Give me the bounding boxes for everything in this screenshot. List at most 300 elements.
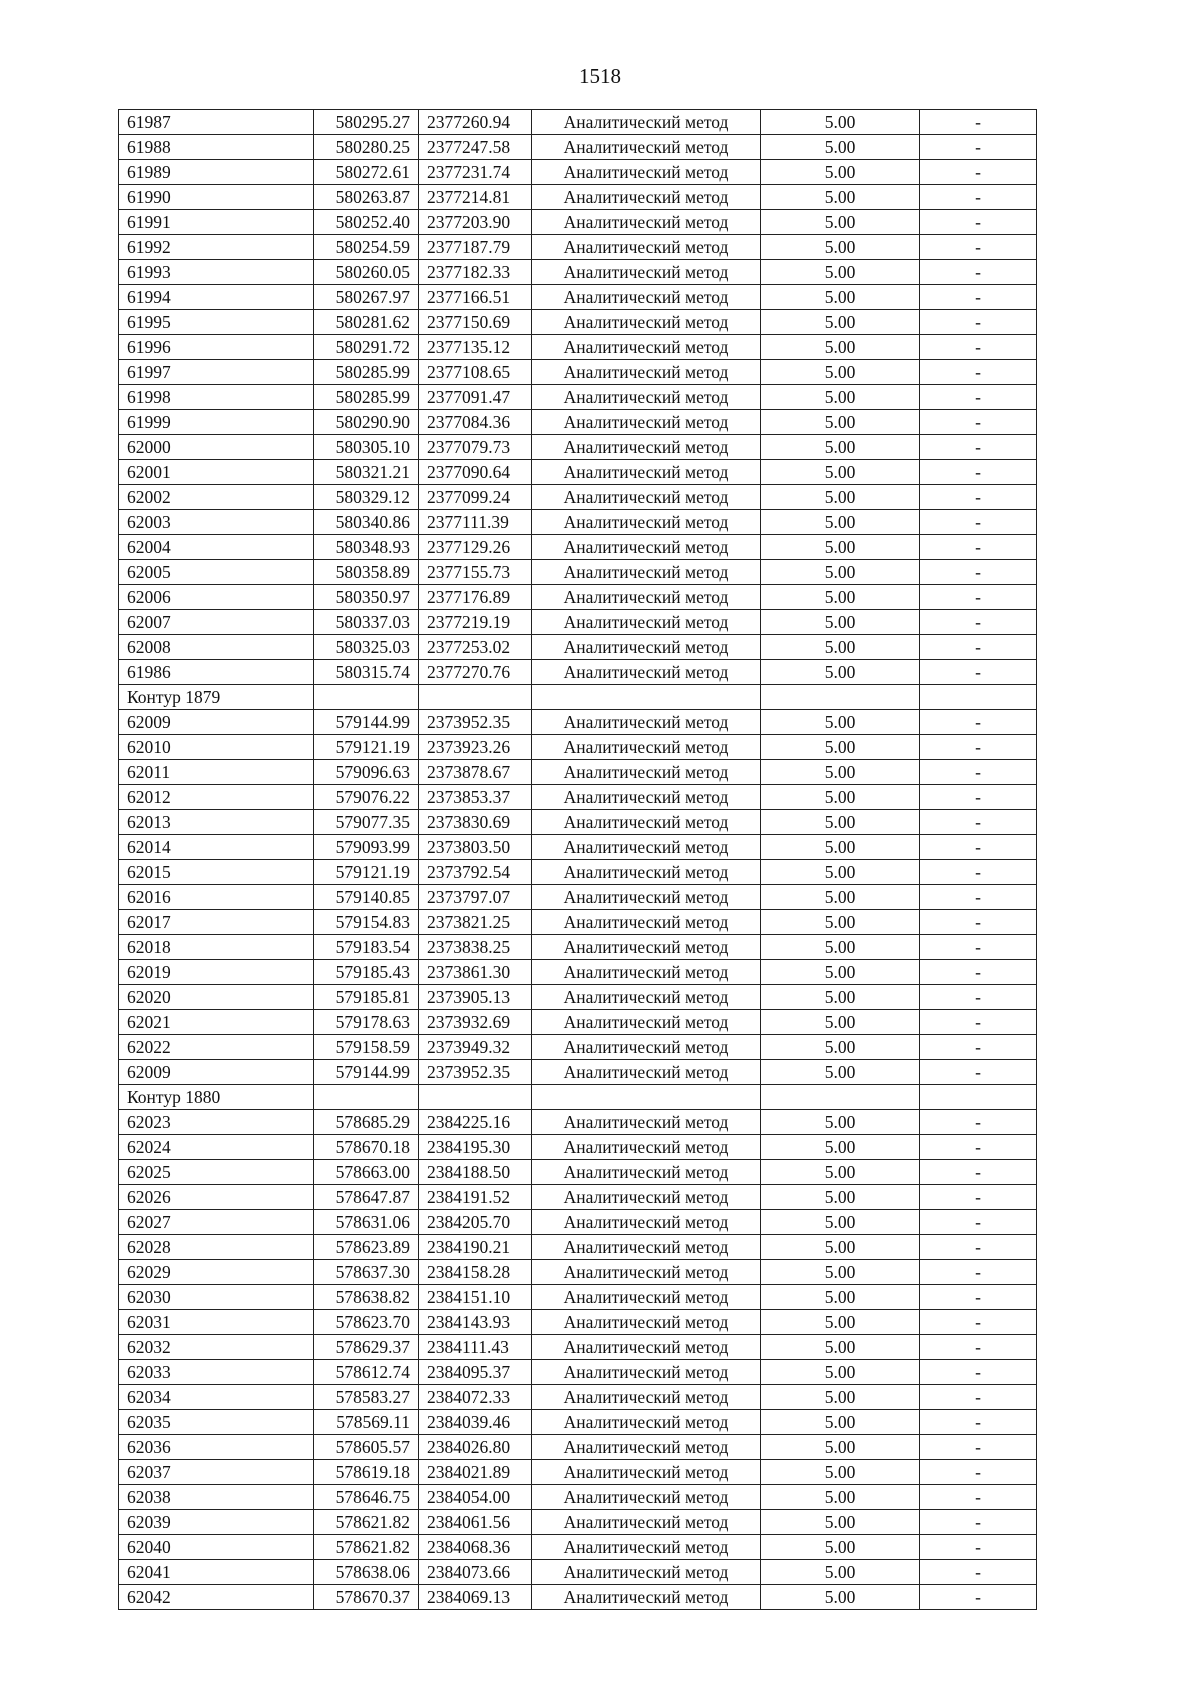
point-id-cell: 62031 xyxy=(119,1310,314,1335)
note-cell: - xyxy=(920,1210,1037,1235)
note-cell: - xyxy=(920,610,1037,635)
note-cell: - xyxy=(920,1035,1037,1060)
accuracy-cell: 5.00 xyxy=(761,1460,920,1485)
y-coordinate-cell: 2377166.51 xyxy=(419,285,532,310)
table-row xyxy=(119,110,1037,135)
y-coordinate-cell: 2377231.74 xyxy=(419,160,532,185)
method-cell: Аналитический метод xyxy=(532,160,761,185)
empty-cell xyxy=(419,685,532,710)
method-cell: Аналитический метод xyxy=(532,485,761,510)
note-cell: - xyxy=(920,1060,1037,1085)
x-coordinate-cell: 580358.89 xyxy=(314,560,419,585)
method-cell: Аналитический метод xyxy=(532,1135,761,1160)
table-row xyxy=(119,835,1037,860)
y-coordinate-cell: 2377214.81 xyxy=(419,185,532,210)
method-cell: Аналитический метод xyxy=(532,560,761,585)
note-cell: - xyxy=(920,385,1037,410)
note-cell: - xyxy=(920,1385,1037,1410)
y-coordinate-cell: 2384069.13 xyxy=(419,1585,532,1610)
method-cell: Аналитический метод xyxy=(532,510,761,535)
accuracy-cell: 5.00 xyxy=(761,385,920,410)
x-coordinate-cell: 579144.99 xyxy=(314,710,419,735)
point-id-cell: 62007 xyxy=(119,610,314,635)
accuracy-cell: 5.00 xyxy=(761,285,920,310)
empty-cell xyxy=(761,1085,920,1110)
x-coordinate-cell: 578631.06 xyxy=(314,1210,419,1235)
accuracy-cell: 5.00 xyxy=(761,910,920,935)
note-cell: - xyxy=(920,960,1037,985)
y-coordinate-cell: 2377253.02 xyxy=(419,635,532,660)
table-row xyxy=(119,1385,1037,1410)
y-coordinate-cell: 2373853.37 xyxy=(419,785,532,810)
method-cell: Аналитический метод xyxy=(532,335,761,360)
empty-cell xyxy=(314,1085,419,1110)
method-cell: Аналитический метод xyxy=(532,885,761,910)
table-row xyxy=(119,1110,1037,1135)
point-id-cell: 62009 xyxy=(119,1060,314,1085)
table-row xyxy=(119,235,1037,260)
table-row xyxy=(119,135,1037,160)
y-coordinate-cell: 2373923.26 xyxy=(419,735,532,760)
x-coordinate-cell: 579183.54 xyxy=(314,935,419,960)
method-cell: Аналитический метод xyxy=(532,1110,761,1135)
note-cell: - xyxy=(920,1285,1037,1310)
method-cell: Аналитический метод xyxy=(532,1310,761,1335)
method-cell: Аналитический метод xyxy=(532,185,761,210)
x-coordinate-cell: 580272.61 xyxy=(314,160,419,185)
accuracy-cell: 5.00 xyxy=(761,960,920,985)
x-coordinate-cell: 580285.99 xyxy=(314,385,419,410)
note-cell: - xyxy=(920,1260,1037,1285)
accuracy-cell: 5.00 xyxy=(761,235,920,260)
accuracy-cell: 5.00 xyxy=(761,1060,920,1085)
table-row xyxy=(119,1510,1037,1535)
note-cell: - xyxy=(920,660,1037,685)
x-coordinate-cell: 579154.83 xyxy=(314,910,419,935)
method-cell: Аналитический метод xyxy=(532,235,761,260)
note-cell: - xyxy=(920,1185,1037,1210)
method-cell: Аналитический метод xyxy=(532,1285,761,1310)
point-id-cell: 62003 xyxy=(119,510,314,535)
table-row xyxy=(119,460,1037,485)
point-id-cell: 62013 xyxy=(119,810,314,835)
point-id-cell: 61999 xyxy=(119,410,314,435)
table-row xyxy=(119,1185,1037,1210)
table-row xyxy=(119,510,1037,535)
accuracy-cell: 5.00 xyxy=(761,660,920,685)
method-cell: Аналитический метод xyxy=(532,1235,761,1260)
note-cell: - xyxy=(920,535,1037,560)
point-id-cell: 61998 xyxy=(119,385,314,410)
x-coordinate-cell: 578621.82 xyxy=(314,1535,419,1560)
x-coordinate-cell: 578623.89 xyxy=(314,1235,419,1260)
method-cell: Аналитический метод xyxy=(532,585,761,610)
point-id-cell: 62015 xyxy=(119,860,314,885)
x-coordinate-cell: 578670.37 xyxy=(314,1585,419,1610)
y-coordinate-cell: 2384143.93 xyxy=(419,1310,532,1335)
method-cell: Аналитический метод xyxy=(532,835,761,860)
accuracy-cell: 5.00 xyxy=(761,1310,920,1335)
point-id-cell: 62011 xyxy=(119,760,314,785)
point-id-cell: 62012 xyxy=(119,785,314,810)
note-cell: - xyxy=(920,1560,1037,1585)
point-id-cell: 62042 xyxy=(119,1585,314,1610)
point-id-cell: 61994 xyxy=(119,285,314,310)
point-id-cell: 62030 xyxy=(119,1285,314,1310)
y-coordinate-cell: 2373905.13 xyxy=(419,985,532,1010)
y-coordinate-cell: 2373932.69 xyxy=(419,1010,532,1035)
note-cell: - xyxy=(920,860,1037,885)
x-coordinate-cell: 580337.03 xyxy=(314,610,419,635)
empty-cell xyxy=(419,1085,532,1110)
y-coordinate-cell: 2384188.50 xyxy=(419,1160,532,1185)
note-cell: - xyxy=(920,885,1037,910)
method-cell: Аналитический метод xyxy=(532,1460,761,1485)
x-coordinate-cell: 580348.93 xyxy=(314,535,419,560)
point-id-cell: 62001 xyxy=(119,460,314,485)
method-cell: Аналитический метод xyxy=(532,360,761,385)
method-cell: Аналитический метод xyxy=(532,1035,761,1060)
table-row xyxy=(119,610,1037,635)
table-row xyxy=(119,1460,1037,1485)
x-coordinate-cell: 580329.12 xyxy=(314,485,419,510)
note-cell: - xyxy=(920,460,1037,485)
accuracy-cell: 5.00 xyxy=(761,360,920,385)
point-id-cell: 62027 xyxy=(119,1210,314,1235)
table-row xyxy=(119,710,1037,735)
note-cell: - xyxy=(920,1160,1037,1185)
contour-header-row xyxy=(119,685,1037,710)
method-cell: Аналитический метод xyxy=(532,1385,761,1410)
method-cell: Аналитический метод xyxy=(532,410,761,435)
x-coordinate-cell: 578638.06 xyxy=(314,1560,419,1585)
x-coordinate-cell: 579121.19 xyxy=(314,860,419,885)
x-coordinate-cell: 578623.70 xyxy=(314,1310,419,1335)
accuracy-cell: 5.00 xyxy=(761,1485,920,1510)
table-row xyxy=(119,1435,1037,1460)
point-id-cell: 61990 xyxy=(119,185,314,210)
x-coordinate-cell: 578629.37 xyxy=(314,1335,419,1360)
y-coordinate-cell: 2377270.76 xyxy=(419,660,532,685)
table-row xyxy=(119,1035,1037,1060)
table-row xyxy=(119,1135,1037,1160)
y-coordinate-cell: 2384151.10 xyxy=(419,1285,532,1310)
point-id-cell: 62032 xyxy=(119,1335,314,1360)
y-coordinate-cell: 2377260.94 xyxy=(419,110,532,135)
method-cell: Аналитический метод xyxy=(532,1510,761,1535)
accuracy-cell: 5.00 xyxy=(761,485,920,510)
note-cell: - xyxy=(920,310,1037,335)
x-coordinate-cell: 580280.25 xyxy=(314,135,419,160)
table-row xyxy=(119,360,1037,385)
table-row xyxy=(119,960,1037,985)
accuracy-cell: 5.00 xyxy=(761,260,920,285)
x-coordinate-cell: 578621.82 xyxy=(314,1510,419,1535)
point-id-cell: 62008 xyxy=(119,635,314,660)
x-coordinate-cell: 580291.72 xyxy=(314,335,419,360)
note-cell: - xyxy=(920,1410,1037,1435)
accuracy-cell: 5.00 xyxy=(761,335,920,360)
empty-cell xyxy=(920,685,1037,710)
point-id-cell: 62018 xyxy=(119,935,314,960)
accuracy-cell: 5.00 xyxy=(761,310,920,335)
table-row xyxy=(119,1260,1037,1285)
note-cell: - xyxy=(920,235,1037,260)
coordinates-table-body xyxy=(119,110,1037,1610)
point-id-cell: 62020 xyxy=(119,985,314,1010)
x-coordinate-cell: 579178.63 xyxy=(314,1010,419,1035)
x-coordinate-cell: 579076.22 xyxy=(314,785,419,810)
table-row xyxy=(119,385,1037,410)
accuracy-cell: 5.00 xyxy=(761,935,920,960)
table-row xyxy=(119,310,1037,335)
x-coordinate-cell: 580290.90 xyxy=(314,410,419,435)
y-coordinate-cell: 2384026.80 xyxy=(419,1435,532,1460)
method-cell: Аналитический метод xyxy=(532,210,761,235)
y-coordinate-cell: 2377135.12 xyxy=(419,335,532,360)
table-row xyxy=(119,410,1037,435)
method-cell: Аналитический метод xyxy=(532,635,761,660)
note-cell: - xyxy=(920,1110,1037,1135)
point-id-cell: 62038 xyxy=(119,1485,314,1510)
note-cell: - xyxy=(920,185,1037,210)
accuracy-cell: 5.00 xyxy=(761,1435,920,1460)
point-id-cell: 62036 xyxy=(119,1435,314,1460)
note-cell: - xyxy=(920,560,1037,585)
note-cell: - xyxy=(920,1135,1037,1160)
table-row xyxy=(119,1560,1037,1585)
method-cell: Аналитический метод xyxy=(532,760,761,785)
accuracy-cell: 5.00 xyxy=(761,710,920,735)
x-coordinate-cell: 580254.59 xyxy=(314,235,419,260)
accuracy-cell: 5.00 xyxy=(761,835,920,860)
accuracy-cell: 5.00 xyxy=(761,985,920,1010)
x-coordinate-cell: 578619.18 xyxy=(314,1460,419,1485)
method-cell: Аналитический метод xyxy=(532,810,761,835)
note-cell: - xyxy=(920,485,1037,510)
note-cell: - xyxy=(920,435,1037,460)
x-coordinate-cell: 578685.29 xyxy=(314,1110,419,1135)
y-coordinate-cell: 2377155.73 xyxy=(419,560,532,585)
y-coordinate-cell: 2384068.36 xyxy=(419,1535,532,1560)
accuracy-cell: 5.00 xyxy=(761,610,920,635)
y-coordinate-cell: 2373952.35 xyxy=(419,1060,532,1085)
x-coordinate-cell: 580252.40 xyxy=(314,210,419,235)
y-coordinate-cell: 2377247.58 xyxy=(419,135,532,160)
point-id-cell: 62023 xyxy=(119,1110,314,1135)
accuracy-cell: 5.00 xyxy=(761,1260,920,1285)
table-row xyxy=(119,1335,1037,1360)
accuracy-cell: 5.00 xyxy=(761,760,920,785)
y-coordinate-cell: 2377219.19 xyxy=(419,610,532,635)
point-id-cell: 62004 xyxy=(119,535,314,560)
accuracy-cell: 5.00 xyxy=(761,785,920,810)
point-id-cell: 62024 xyxy=(119,1135,314,1160)
method-cell: Аналитический метод xyxy=(532,710,761,735)
y-coordinate-cell: 2373878.67 xyxy=(419,760,532,785)
note-cell: - xyxy=(920,635,1037,660)
note-cell: - xyxy=(920,760,1037,785)
x-coordinate-cell: 578637.30 xyxy=(314,1260,419,1285)
point-id-cell: 62033 xyxy=(119,1360,314,1385)
point-id-cell: 62035 xyxy=(119,1410,314,1435)
note-cell: - xyxy=(920,410,1037,435)
accuracy-cell: 5.00 xyxy=(761,810,920,835)
accuracy-cell: 5.00 xyxy=(761,585,920,610)
method-cell: Аналитический метод xyxy=(532,935,761,960)
contour-header-row xyxy=(119,1085,1037,1110)
table-row xyxy=(119,1285,1037,1310)
point-id-cell: 62022 xyxy=(119,1035,314,1060)
note-cell: - xyxy=(920,1535,1037,1560)
x-coordinate-cell: 580340.86 xyxy=(314,510,419,535)
y-coordinate-cell: 2384190.21 xyxy=(419,1235,532,1260)
accuracy-cell: 5.00 xyxy=(761,1385,920,1410)
point-id-cell: 61991 xyxy=(119,210,314,235)
point-id-cell: 61993 xyxy=(119,260,314,285)
note-cell: - xyxy=(920,160,1037,185)
y-coordinate-cell: 2377182.33 xyxy=(419,260,532,285)
note-cell: - xyxy=(920,985,1037,1010)
point-id-cell: 61995 xyxy=(119,310,314,335)
accuracy-cell: 5.00 xyxy=(761,110,920,135)
x-coordinate-cell: 580263.87 xyxy=(314,185,419,210)
table-row xyxy=(119,1485,1037,1510)
method-cell: Аналитический метод xyxy=(532,910,761,935)
y-coordinate-cell: 2384061.56 xyxy=(419,1510,532,1535)
accuracy-cell: 5.00 xyxy=(761,135,920,160)
point-id-cell: 62010 xyxy=(119,735,314,760)
accuracy-cell: 5.00 xyxy=(761,510,920,535)
accuracy-cell: 5.00 xyxy=(761,460,920,485)
table-row xyxy=(119,1160,1037,1185)
accuracy-cell: 5.00 xyxy=(761,860,920,885)
accuracy-cell: 5.00 xyxy=(761,1035,920,1060)
empty-cell xyxy=(532,685,761,710)
method-cell: Аналитический метод xyxy=(532,785,761,810)
table-row xyxy=(119,1410,1037,1435)
x-coordinate-cell: 580267.97 xyxy=(314,285,419,310)
note-cell: - xyxy=(920,935,1037,960)
accuracy-cell: 5.00 xyxy=(761,1010,920,1035)
method-cell: Аналитический метод xyxy=(532,1160,761,1185)
accuracy-cell: 5.00 xyxy=(761,735,920,760)
point-id-cell: 61996 xyxy=(119,335,314,360)
table-row xyxy=(119,1235,1037,1260)
accuracy-cell: 5.00 xyxy=(761,1135,920,1160)
point-id-cell: 62037 xyxy=(119,1460,314,1485)
point-id-cell: 62026 xyxy=(119,1185,314,1210)
table-row xyxy=(119,535,1037,560)
method-cell: Аналитический метод xyxy=(532,1210,761,1235)
x-coordinate-cell: 580260.05 xyxy=(314,260,419,285)
y-coordinate-cell: 2384073.66 xyxy=(419,1560,532,1585)
accuracy-cell: 5.00 xyxy=(761,160,920,185)
method-cell: Аналитический метод xyxy=(532,1585,761,1610)
table-row xyxy=(119,560,1037,585)
point-id-cell: 62028 xyxy=(119,1235,314,1260)
method-cell: Аналитический метод xyxy=(532,310,761,335)
point-id-cell: 61989 xyxy=(119,160,314,185)
accuracy-cell: 5.00 xyxy=(761,185,920,210)
x-coordinate-cell: 578583.27 xyxy=(314,1385,419,1410)
accuracy-cell: 5.00 xyxy=(761,535,920,560)
accuracy-cell: 5.00 xyxy=(761,1510,920,1535)
method-cell: Аналитический метод xyxy=(532,1010,761,1035)
x-coordinate-cell: 579077.35 xyxy=(314,810,419,835)
method-cell: Аналитический метод xyxy=(532,1185,761,1210)
note-cell: - xyxy=(920,1585,1037,1610)
empty-cell xyxy=(920,1085,1037,1110)
x-coordinate-cell: 578605.57 xyxy=(314,1435,419,1460)
point-id-cell: 62002 xyxy=(119,485,314,510)
contour-label: Контур 1879 xyxy=(119,685,314,710)
method-cell: Аналитический метод xyxy=(532,1560,761,1585)
y-coordinate-cell: 2384039.46 xyxy=(419,1410,532,1435)
y-coordinate-cell: 2377150.69 xyxy=(419,310,532,335)
table-row xyxy=(119,585,1037,610)
note-cell: - xyxy=(920,1335,1037,1360)
accuracy-cell: 5.00 xyxy=(761,1160,920,1185)
note-cell: - xyxy=(920,1510,1037,1535)
note-cell: - xyxy=(920,1010,1037,1035)
x-coordinate-cell: 579096.63 xyxy=(314,760,419,785)
table-row xyxy=(119,260,1037,285)
y-coordinate-cell: 2377111.39 xyxy=(419,510,532,535)
x-coordinate-cell: 579185.43 xyxy=(314,960,419,985)
note-cell: - xyxy=(920,260,1037,285)
note-cell: - xyxy=(920,810,1037,835)
table-row xyxy=(119,335,1037,360)
point-id-cell: 62005 xyxy=(119,560,314,585)
note-cell: - xyxy=(920,1360,1037,1385)
y-coordinate-cell: 2384225.16 xyxy=(419,1110,532,1135)
x-coordinate-cell: 580321.21 xyxy=(314,460,419,485)
y-coordinate-cell: 2384195.30 xyxy=(419,1135,532,1160)
note-cell: - xyxy=(920,335,1037,360)
x-coordinate-cell: 580350.97 xyxy=(314,585,419,610)
table-row xyxy=(119,935,1037,960)
table-row xyxy=(119,1585,1037,1610)
y-coordinate-cell: 2373803.50 xyxy=(419,835,532,860)
table-row xyxy=(119,1360,1037,1385)
point-id-cell: 62006 xyxy=(119,585,314,610)
table-row xyxy=(119,860,1037,885)
x-coordinate-cell: 580305.10 xyxy=(314,435,419,460)
method-cell: Аналитический метод xyxy=(532,960,761,985)
point-id-cell: 61986 xyxy=(119,660,314,685)
table-row xyxy=(119,810,1037,835)
x-coordinate-cell: 578646.75 xyxy=(314,1485,419,1510)
note-cell: - xyxy=(920,1235,1037,1260)
table-row xyxy=(119,160,1037,185)
note-cell: - xyxy=(920,835,1037,860)
method-cell: Аналитический метод xyxy=(532,1360,761,1385)
x-coordinate-cell: 580325.03 xyxy=(314,635,419,660)
accuracy-cell: 5.00 xyxy=(761,210,920,235)
accuracy-cell: 5.00 xyxy=(761,410,920,435)
table-row xyxy=(119,185,1037,210)
y-coordinate-cell: 2373949.32 xyxy=(419,1035,532,1060)
note-cell: - xyxy=(920,710,1037,735)
point-id-cell: 61992 xyxy=(119,235,314,260)
method-cell: Аналитический метод xyxy=(532,435,761,460)
method-cell: Аналитический метод xyxy=(532,110,761,135)
note-cell: - xyxy=(920,135,1037,160)
accuracy-cell: 5.00 xyxy=(761,1360,920,1385)
x-coordinate-cell: 579093.99 xyxy=(314,835,419,860)
x-coordinate-cell: 578569.11 xyxy=(314,1410,419,1435)
